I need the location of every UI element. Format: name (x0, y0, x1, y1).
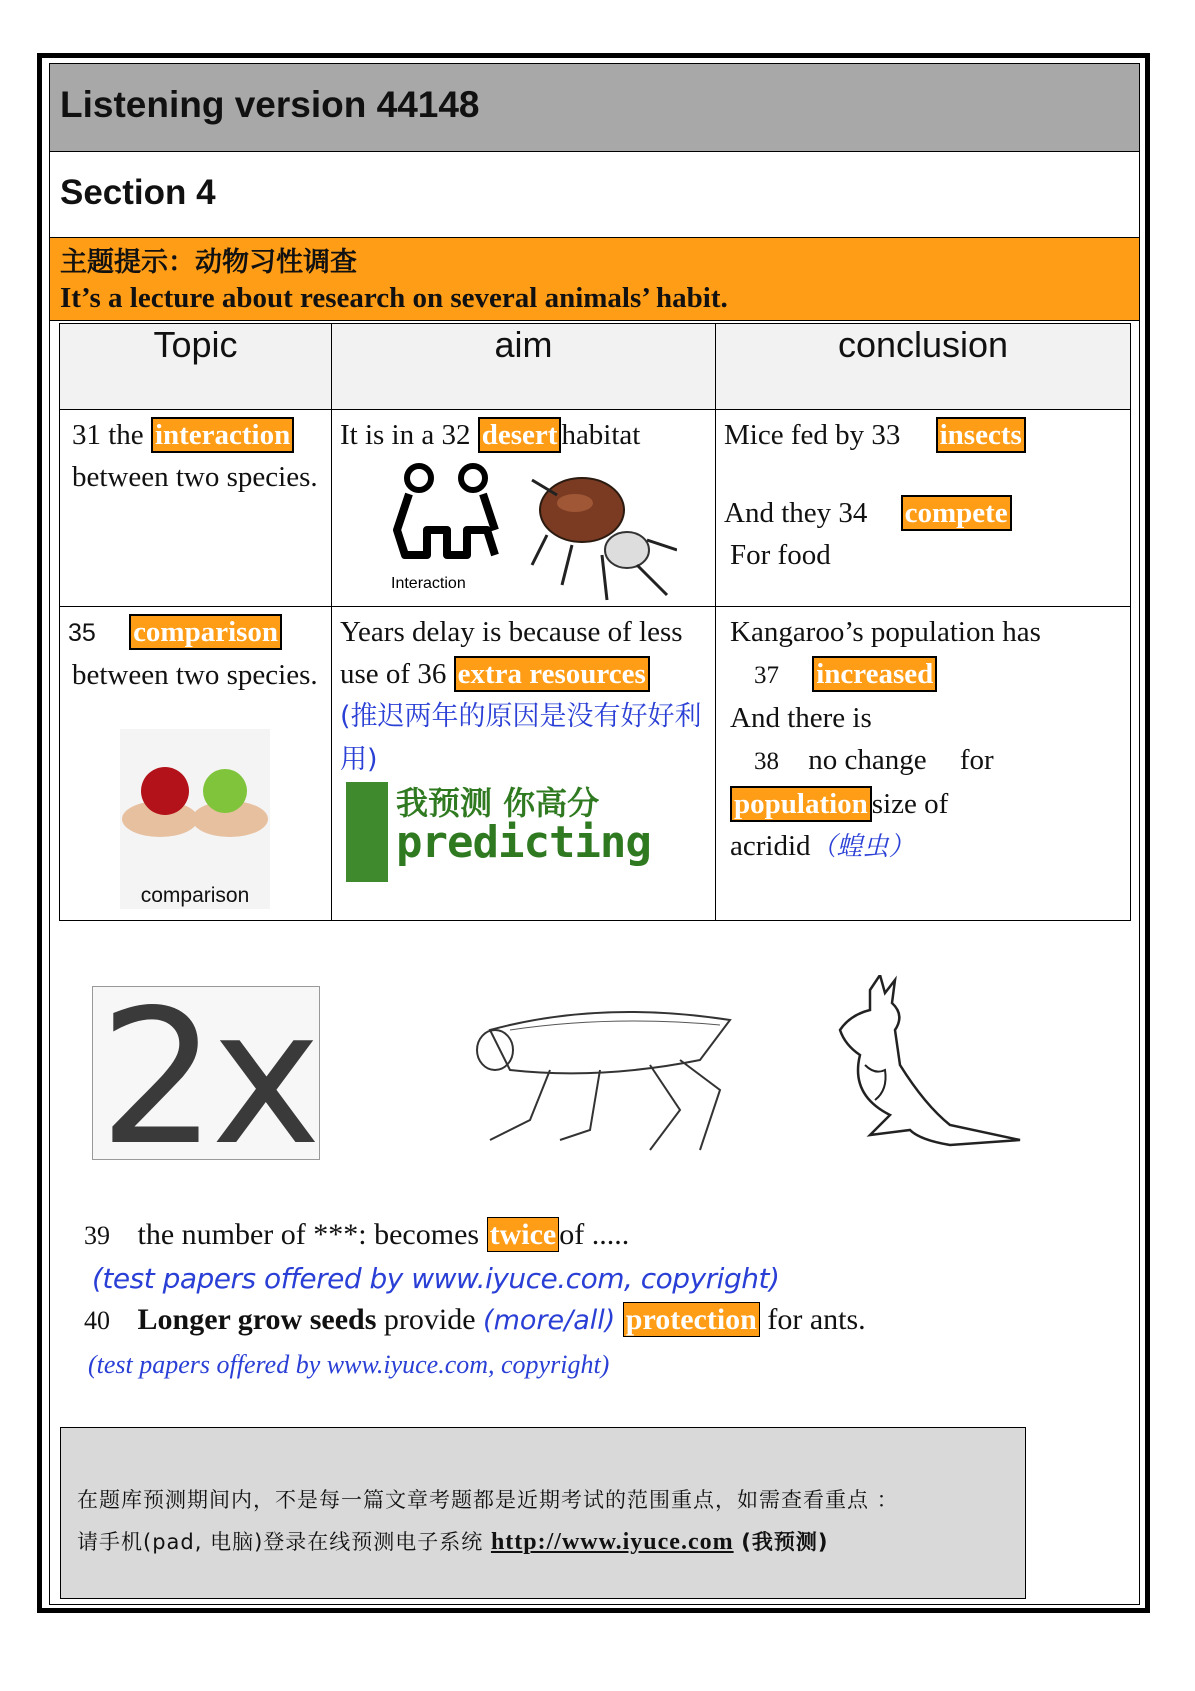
interaction-caption: Interaction (391, 575, 466, 592)
footer-line-2: 请手机(pad, 电脑)登录在线预测电子系统 http://www.iyuce.com (我预测) (77, 1529, 829, 1555)
answer-37: increased (812, 656, 937, 692)
answer-39: twice (487, 1217, 560, 1252)
answer-40: protection (623, 1302, 760, 1337)
topic-hint-cn: 主题提示：动物习性调查 (60, 247, 357, 278)
beetle-icon (527, 455, 677, 605)
row1-aim: It is in a 32 desert habitat Interaction (332, 410, 715, 456)
twice-label: 2x (98, 969, 316, 1186)
title-bar (50, 64, 1139, 152)
row2-topic: 35 comparison between two species. comparison (68, 616, 318, 907)
logo-cn: 我预测 你高分 (396, 784, 600, 822)
footer-notice (60, 1427, 1026, 1599)
apples-icon (120, 729, 270, 849)
topic-hint-band (50, 237, 1139, 321)
answer-32: desert (478, 417, 562, 453)
row2-aim: Years delay is because of less use of 36 extra resources (推迟两年的原因是没有好好利用) 我预测 你高分 predicting (332, 607, 715, 781)
question-40: 40 Longer grow seeds provide (more/all) protection for ants. (84, 1303, 866, 1336)
footer-line-1: 在题库预测期间内，不是每一篇文章考题都是近期考试的范围重点，如需查看重点 ： (77, 1488, 899, 1512)
answer-36: extra resources (454, 656, 650, 692)
row1-topic: 31 the interaction between two species. (72, 419, 318, 493)
aim-note-cn: (推迟两年的原因是没有好好利用) (340, 701, 702, 775)
grasshopper-icon (450, 990, 750, 1160)
answer-33: insects (936, 417, 1026, 453)
comparison-caption: comparison (140, 884, 250, 907)
topic-hint-en: It’s a lecture about research on several animals’ habit. (60, 282, 728, 314)
copyright-note-2: (test papers offered by www.iyuce.com, copyright) (88, 1350, 610, 1379)
twice-image (92, 969, 320, 1186)
logo-en: predicting (396, 817, 651, 868)
answer-31: interaction (151, 417, 294, 453)
answer-34: compete (901, 495, 1012, 531)
question-39: 39 the number of ***: becomes twice of ..... (84, 1218, 630, 1251)
comparison-image (120, 729, 270, 909)
page-title: Listening version 44148 (60, 84, 480, 125)
row2-conclusion: Kangaroo’s population has 37 increased And there is 38 no change for population size of acridid（蝗虫） (730, 616, 1041, 862)
notes-table (59, 323, 1131, 921)
kangaroo-icon (830, 975, 1030, 1155)
website-link[interactable]: http://www.iyuce.com (490, 1529, 734, 1555)
header-topic: Topic (60, 324, 332, 410)
answer-38: population (730, 786, 872, 822)
row1-conclusion: Mice fed by 33 insects And they 34 compete For food (716, 410, 1130, 576)
header-conclusion: conclusion (716, 324, 1131, 410)
section-heading: Section 4 (60, 173, 216, 212)
copyright-note-1: (test papers offered by www.iyuce.com, copyright) (92, 1262, 780, 1295)
header-aim: aim (332, 324, 716, 410)
predicting-logo (346, 782, 651, 887)
answer-35: comparison (129, 614, 282, 650)
interaction-icon (387, 460, 507, 600)
